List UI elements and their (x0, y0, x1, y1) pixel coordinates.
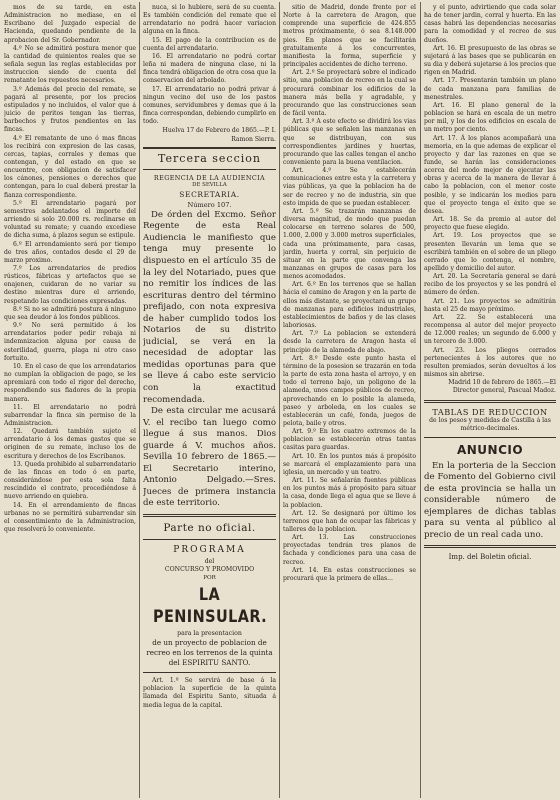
section-divider (143, 539, 276, 540)
paragraph: Art. 4.º Se establecerán comunicaciones entre esta y la carretera y vias públicas, ya que la poblacion ha de ser de recreo y no de industria, sin que esto impida de que se puedan establecer. (283, 167, 416, 207)
concurso-label: CONCURSO Y PROMOVIDO (164, 566, 255, 574)
paragraph: 4.º No se admitirá postura menor que la cantidad de quinientos reales que se señala segun las reglas establecidas por instruccion siendo de cuenta del rematante los repuestos necesarios. (4, 44, 136, 85)
paragraph: 7.º Los arrendatarios de predios rústicos, fábricas y artefactos que se enajenen, cuidaran de no variar su destino mientras dure el arriendo, respetando las condiciones expresadas. (4, 265, 136, 305)
paragraph: 14. En el arrendamiento de fincas urbanas no se permitirá subarrendar sin el consentimiento de la Administracion, que resolverá lo conveniente. (4, 501, 136, 533)
paragraph: 8.º Si no se admitirá postura á ninguno que sea deudor á los fondos públicos. (4, 305, 136, 321)
section-divider (424, 437, 556, 438)
presentacion-label: para la presentacion (177, 630, 242, 638)
paragraph: 16. El arrendatario no podrá cortar leña ni madera de ninguna clase, ni la finca tendrá obligacion de otra cosa que la conservacion del arbolado. (143, 52, 276, 85)
paragraph: Art. 19. Los proyectos que se presenten llevarán un lema que se escribirá también en el sobre de un pliego cerrado que lo contenga, el nombre, apellido y domicilio del autor. (424, 232, 556, 272)
section-divider (424, 545, 556, 548)
tablas-heading: TABLAS DE REDUCCION (432, 406, 548, 417)
column-1 (4, 4, 136, 796)
column-4 (424, 4, 556, 796)
paragraph: 3.º Además del precio del remate, se pagará al presente, por los precios estipulados y no incluidos, el valor que á juicio de peritos tengan las tierras, barbechos y frutos pendientes en las fincas. (4, 85, 136, 134)
section-divider (143, 147, 276, 149)
programa-heading: PROGRAMA (173, 545, 246, 556)
anuncio-paragraph: En la porteria de la Seccion de Fomento del Gobierno civil de esta provincia se halla un considerable número de ejemplares de dichas tablas para su venta al público al precio de un real cada uno. (424, 460, 556, 540)
section-divider (143, 169, 276, 170)
paragraph: Art. 3.º A este efecto se dividirá los vias públicas que se señalen las manzanas en que se distribuyan, con sus correspondientes jardines y huertas, procurando que las calles tengan el ancho conveniente para la buena ventilacion. (283, 118, 416, 166)
company-name: LA PENINSULAR. (152, 585, 268, 628)
paragraph: Art. 20. La Secretaría general se dará recibo de los proyectos y se les pondrá el número de órden. (424, 273, 556, 297)
regencia-title: REGENCIA DE LA AUDIENCIA (153, 173, 266, 182)
por-label: POR (203, 575, 216, 582)
column-rule (279, 2, 280, 798)
paragraph: 17. El arrendatario no podrá privar á ningun vecino del uso de los pastos comunes, servidumbres y demas que á la finca correspondan, debiendo cumplirlo en todo. (143, 85, 276, 126)
imprint: Imp. del Boletin oficial. (448, 553, 532, 562)
circular-paragraph: De órden del Excmo. Señor Regente de esta Real Audiencia le manifiesto que tenga muy presente lo dispuesto en el artículo 35 de la ley del Notariado, pues que no remitir los índices de las escrituras dentro del término prefijado, con nota expresiva de haber cumplido todos los Notarios de su distrito judicial, se verá en la necesidad de adoptar las medidas oportunas para que se lleve á cabo este servicio con la exactitud recomendada. (143, 209, 276, 405)
paragraph: 12. Quedará también sujeto el arrendatario á los demas gastos que se originen de su remate, incluso los de escritura y derechos de los Escribanos. (4, 428, 136, 460)
paragraph: mos de su tarde, en esta Administracion no mediase, en el Escribano del Juzgado especial de Hacienda, quedando pendiente de la aprobacion del Sr. Gobernador. (4, 4, 136, 44)
paragraph: Art. 17. Á los planos acompañará una memoria, en la que ademas de explicar el proyecto y dar las razones en que se funde, se harán las consideraciones acerca del modo mejor de ejecutar las obras y acerca de la manera de llevar á cabo la poblacion, con el menor coste posible, y se indicarán los medios para que el proyecto tenga el éxito que se desea. (424, 134, 556, 215)
paragraph: Art. 6.º En los terrenos que se hallan hácia el camino de Aragon y en la parte de ellos más distante, se proyectará un grupo de manzanas para edificios industriales, establecimientos de baños y de las clases laboriosas. (283, 281, 416, 330)
paragraph: Art. 1.º Se servirá de base á la poblacion la superficie de la quinta llamada del Espiritu Santo, situada á media legua de la capital. (143, 677, 276, 709)
paragraph: nuca, si lo hubiere, será de su cuenta. Es también condición del remate que el arrendatario no podrá hacer variacion alguna en la finca. (143, 4, 276, 36)
paragraph: Art. 18. Se da premio al autor del proyecto que fuese elegido. (424, 216, 556, 232)
column-2 (143, 4, 276, 796)
tablas-subheading: de los pesos y medidas de Castilla á las métrico-decimales. (429, 416, 551, 432)
paragraph: Art. 7.º La poblacion se extenderá desde la carretera de Aragon hasta el principio de la alameda de abajo. (283, 330, 416, 354)
column-3 (283, 4, 416, 796)
paragraph: Art. 2.º Se proyectará sobre el indicado sitio, una poblacion de recreo en la cual se procurará combinar los edificios de la manera más bella y agradable, y procurando que las construcciones sean de fácil venta. (283, 69, 416, 118)
circular-paragraph: De esta circular me acusará V. el recibo tan luego como llegue á sus manos. Dios guarde á V. muchos años. Sevilla 10 febrero de 1865.—El Secretario interino, Antonio Delgado.—Sres. Jueces de primera instancia de este territorio. (143, 406, 276, 509)
paragraph: sitio de Madrid, donde frente por el Norte á la carretera de Aragon, que comprende una superficie de 424.855 metros próximamente, ó sea 8.148.000 pies. En planos que se facilitarán gratuitamente á los concurrentes, manifiesta la forma, superficie y principales accidentes de dicho terreno. (283, 4, 416, 69)
date-signature: Huelva 17 de Febrero de 1865.—P. I. Ramon Sierra. (162, 127, 276, 143)
paragraph: 15. El pago de la contribucion es de cuenta del arrendatario. (143, 36, 276, 52)
paragraph: Art. 5.º Se trazarán manzanas de diversa magnitud, de modo que puedan colocarse en terreno solares de 500, 1.000, 2.000 y 3.000 metros superficiales, cada una próximamente, para casas, jardin, huerta y corral, sin perjuicio de situar en la parte que convenga las manzanas en grupos de casas para los menos acomodados. (283, 207, 416, 281)
section-divider (143, 514, 276, 517)
anuncio-heading: ANUNCIO (456, 442, 524, 457)
section-heading: Parte no oficial. (163, 522, 256, 535)
paragraph: Art. 23. Los pliegos cerrados pertenecientes á los autores que no resulten premiados, serán devueltos á los mismos sin abrirse. (424, 346, 556, 379)
paragraph: 6.º El arrendamiento será por tiempo de tres años, contados desde el 29 de marzo proximo. (4, 240, 136, 264)
paragraph: Art. 17. Presentarán también un plano de cada manzana para familias de menestrales. (424, 77, 556, 101)
secretaria-heading: SECRETARIA. (179, 189, 240, 199)
document-number: Número 107. (187, 200, 232, 209)
paragraph: 9.º No será permitido á los arrendatarios poder pedir rebaja ni indemnizacion alguna por causa de esterilidad, guerra, plaga ni otro caso fortuito. (4, 322, 136, 362)
paragraph: Art. 16. El plano general de la poblacion se hará en escala de un metro por mil, y los de los edificios en escala de un metro por ciento. (424, 101, 556, 134)
section-divider (424, 400, 556, 403)
section-divider (143, 672, 276, 673)
paragraph: Art. 22. Se establecerá una recompensa al autor del mejor proyecto de 12.000 reales; un segundo de 6.000 y un tercero de 3.000. (424, 313, 556, 346)
paragraph: 13. Queda prohibido al subarrendatario de las fincas en todo ó en parte, considerándose por esta sola falta rescindido el contrato, procediéndose á nuevo arriendo en quiebra. (4, 460, 136, 501)
section-heading: Tercera seccion (158, 151, 261, 165)
paragraph: Art. 12. Se designará por último los terrenos que han de ocupar las fábricas y talleres de la poblacion. (283, 509, 416, 533)
paragraph: Art. 11. Se señalarán fuentes públicas en los puntos más á propósito para situar la casa, donde llega el agua que se lleve á la poblacion. (283, 477, 416, 509)
column-rule (420, 2, 421, 798)
paragraph: y el punto, advirtiendo que cada solar ha de tener jardin, corral y huerta. En las casas habrá las dependencias necesarias para la comodidad y el recreo de sus dueños. (424, 4, 556, 44)
paragraph: Art. 10. En los puntos más á propósito se marcará el emplazamiento para una iglesia, un mercado y un teatro. (283, 452, 416, 476)
del-label: del (204, 558, 215, 566)
regencia-subtitle: DE SEVILLA (192, 181, 227, 188)
date-signature: Madrid 10 de febrero de 1865.—El Director general, Pascual Madoz. (448, 379, 556, 395)
proyecto-description: de un proyecto de poblacion de recreo en los terrenos de la quinta del ESPIRITU SANTO. (146, 638, 273, 668)
paragraph: Art. 13. Las construcciones proyectadas tendrán tres planos de fachada y condiciones para una casa de recreo. (283, 534, 416, 566)
paragraph: 4.º El rematante de uno ó mas fincas los recibirá con expresion de las casas, cercas, tapias, corrales y demas que contengan, y del estado en que se encuentre, con obligacion de satisfacer los cánones, pensiones o derechos que contengan, para lo cual deberá prestar la fianza correspondiente. (4, 134, 136, 199)
paragraph: Art. 14. En estas construcciones se procurará que la primera de ellas... (283, 566, 416, 582)
paragraph: 11. El arrendatario no podrá subarrendar la finca sin permiso de la Administracion. (4, 403, 136, 427)
paragraph: 5.º El arrendatario pagará por semestres adelantados el importe del arriendo si solo 20.000 rs. reclinarse en voluntad su remate; y cuando excediese de dicha suma, á plazos segun se estipule. (4, 199, 136, 240)
paragraph: 10. En el caso de que los arrendatarios no cumplan la obligacion de pago, se les apremiará con todo el rigor del derecho, respondiendo sus fiadores de la propia manera. (4, 362, 136, 403)
paragraph: Art. 16. El presupuesto de las obras se sujetará á las bases que se publicarán en su dia y deberá sujetarse á los precios que rigen en Madrid. (424, 44, 556, 77)
paragraph: Art. 8.º Desde este punto hasta el término de la posesion se trazarán en toda la parte de esta zona hasta el arroyo, y en todo el terreno bajo, un poligono de la alameda, unos campos públicos de recreo, aprovechando en lo posible la alameda, paseo y arboleda, en los cuales se establecerán un café, fonda, juegos de pelota, baile y otros. (283, 354, 416, 427)
column-rule (139, 2, 140, 798)
paragraph: Art. 21. Los proyectos se admitirán hasta el 25 de mayo próximo. (424, 297, 556, 313)
paragraph: Art. 9.º En los cuatro extremos de la poblacion se establecerán otras tantas casitas para guardas. (283, 428, 416, 452)
